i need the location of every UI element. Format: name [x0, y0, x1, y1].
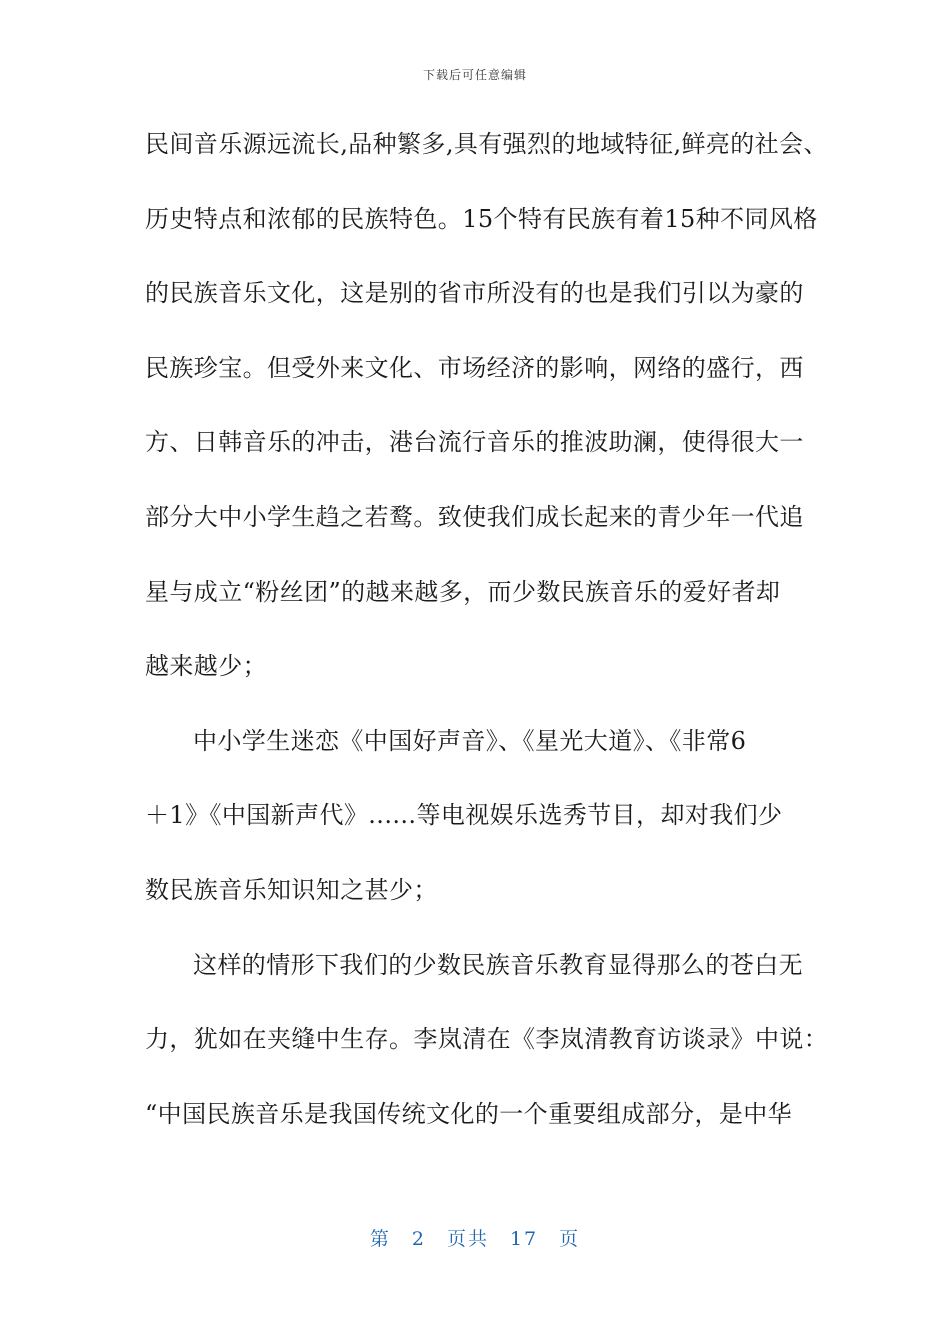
text-line: ＋1》《中国新声代》......等电视娱乐选秀节目，却对我们少	[145, 801, 783, 830]
text-line: 中小学生迷恋《中国好声音》、《星光大道》、《非常6	[193, 726, 747, 755]
text-line: 民族珍宝。但受外来文化、市场经济的影响，网络的盛行，西	[145, 353, 804, 382]
text-line: 这样的情形下我们的少数民族音乐教育显得那么的苍白无	[193, 950, 803, 979]
page-number-footer: 第 2 页共 17 页	[369, 1228, 581, 1250]
text-line: 力，犹如在夹缝中生存。李岚清在《李岚清教育访谈录》中说：	[145, 1025, 829, 1054]
text-line: 越来越少；	[145, 652, 267, 681]
text-line: 民间音乐源远流长,品种繁多,具有强烈的地域特征,鲜亮的社会、	[145, 130, 828, 158]
text-line: 历史特点和浓郁的民族特色。15个特有民族有着15种不同风格	[145, 204, 818, 233]
document-body	[145, 119, 829, 1163]
text-line: 部分大中小学生趋之若鹜。致使我们成长起来的青少年一代追	[145, 502, 804, 531]
text-line: 星与成立“粉丝团”的越来越多，而少数民族音乐的爱好者却	[145, 577, 781, 606]
text-line: 的民族音乐文化，这是别的省市所没有的也是我们引以为豪的	[145, 279, 804, 308]
text-line: 方、日韩音乐的冲击，港台流行音乐的推波助澜，使得很大一	[145, 428, 804, 457]
text-line: 数民族音乐知识知之甚少；	[145, 875, 438, 904]
text-line: “中国民族音乐是我国传统文化的一个重要组成部分，是中华	[145, 1099, 793, 1128]
page-header: 下载后可任意编辑	[422, 68, 527, 82]
